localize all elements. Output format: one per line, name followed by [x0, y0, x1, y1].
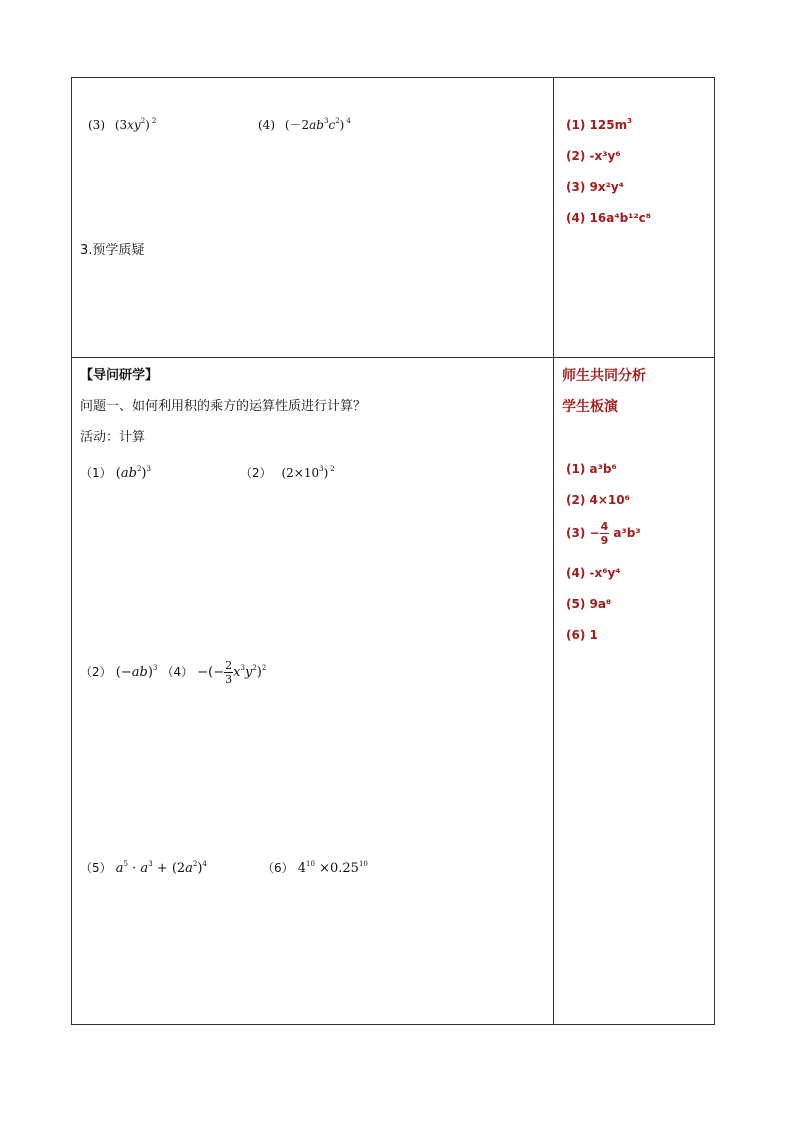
answer-top-1: (1) $125m^3$ — [566, 117, 632, 132]
exercise-4-label: (4) — [258, 118, 275, 132]
answer-top-2: (2) -x³y⁶ — [566, 149, 621, 163]
answer-top-4: (4) 16a⁴b¹²c⁸ — [566, 211, 652, 225]
problem-3-4: （2） $(-ab)^3$ （4） −(− $\frac{2}{3}$ $x^3y^2)^2$ — [80, 659, 267, 686]
activity-label: 活动：计算 — [80, 430, 146, 445]
exercise-3-label: (3) — [88, 118, 105, 132]
problem-2-label: （2） — [240, 466, 272, 480]
problem-4-label: （4） — [161, 665, 194, 679]
side-title-analysis: 师生共同分析 — [562, 368, 646, 384]
problem-2b-label: （2） — [80, 665, 112, 679]
side-answer-1: (1) a³b⁶ — [566, 462, 617, 476]
section-3-title: 3.预学质疑 — [80, 243, 145, 258]
question-1: 问题一、如何利用积的乘方的运算性质进行计算？ — [80, 399, 367, 414]
problem-6-label: （6） — [262, 861, 294, 875]
problem-1-label: （1） — [80, 466, 112, 480]
problem-1: （1） $(ab^2)^3$ — [80, 465, 151, 481]
problem-6: （6） $4^{10} \times 0.25^{10}$ — [262, 860, 368, 876]
exercise-3: (3) $(3xy^2)$ $^2$ — [88, 117, 157, 132]
side-answer-6: (6) 1 — [566, 628, 598, 642]
exercise-4: (4) $(-2ab^3c^2)$ $^4$ — [258, 117, 351, 132]
side-answer-4: (4) -x⁶y⁴ — [566, 566, 621, 580]
problem-2: （2） $(2\times 10^3)$ $^2$ — [240, 465, 335, 480]
column-divider — [553, 77, 554, 1025]
side-title-board: 学生板演 — [562, 399, 618, 415]
section-heading: 【导问研学】 — [80, 368, 159, 383]
problem-5-label: （5） — [80, 861, 112, 875]
side-answer-3: (3) − $\frac{4}{9}$ a³b³ — [566, 520, 641, 547]
problem-5: （5） $a^5 \cdot a^3 + (2a^2)^4$ — [80, 860, 207, 876]
row-divider — [71, 357, 715, 358]
side-answer-2: (2) 4×10⁶ — [566, 493, 630, 507]
answer-top-3: (3) 9x²y⁴ — [566, 180, 624, 194]
side-answer-5: (5) 9a⁸ — [566, 597, 612, 611]
